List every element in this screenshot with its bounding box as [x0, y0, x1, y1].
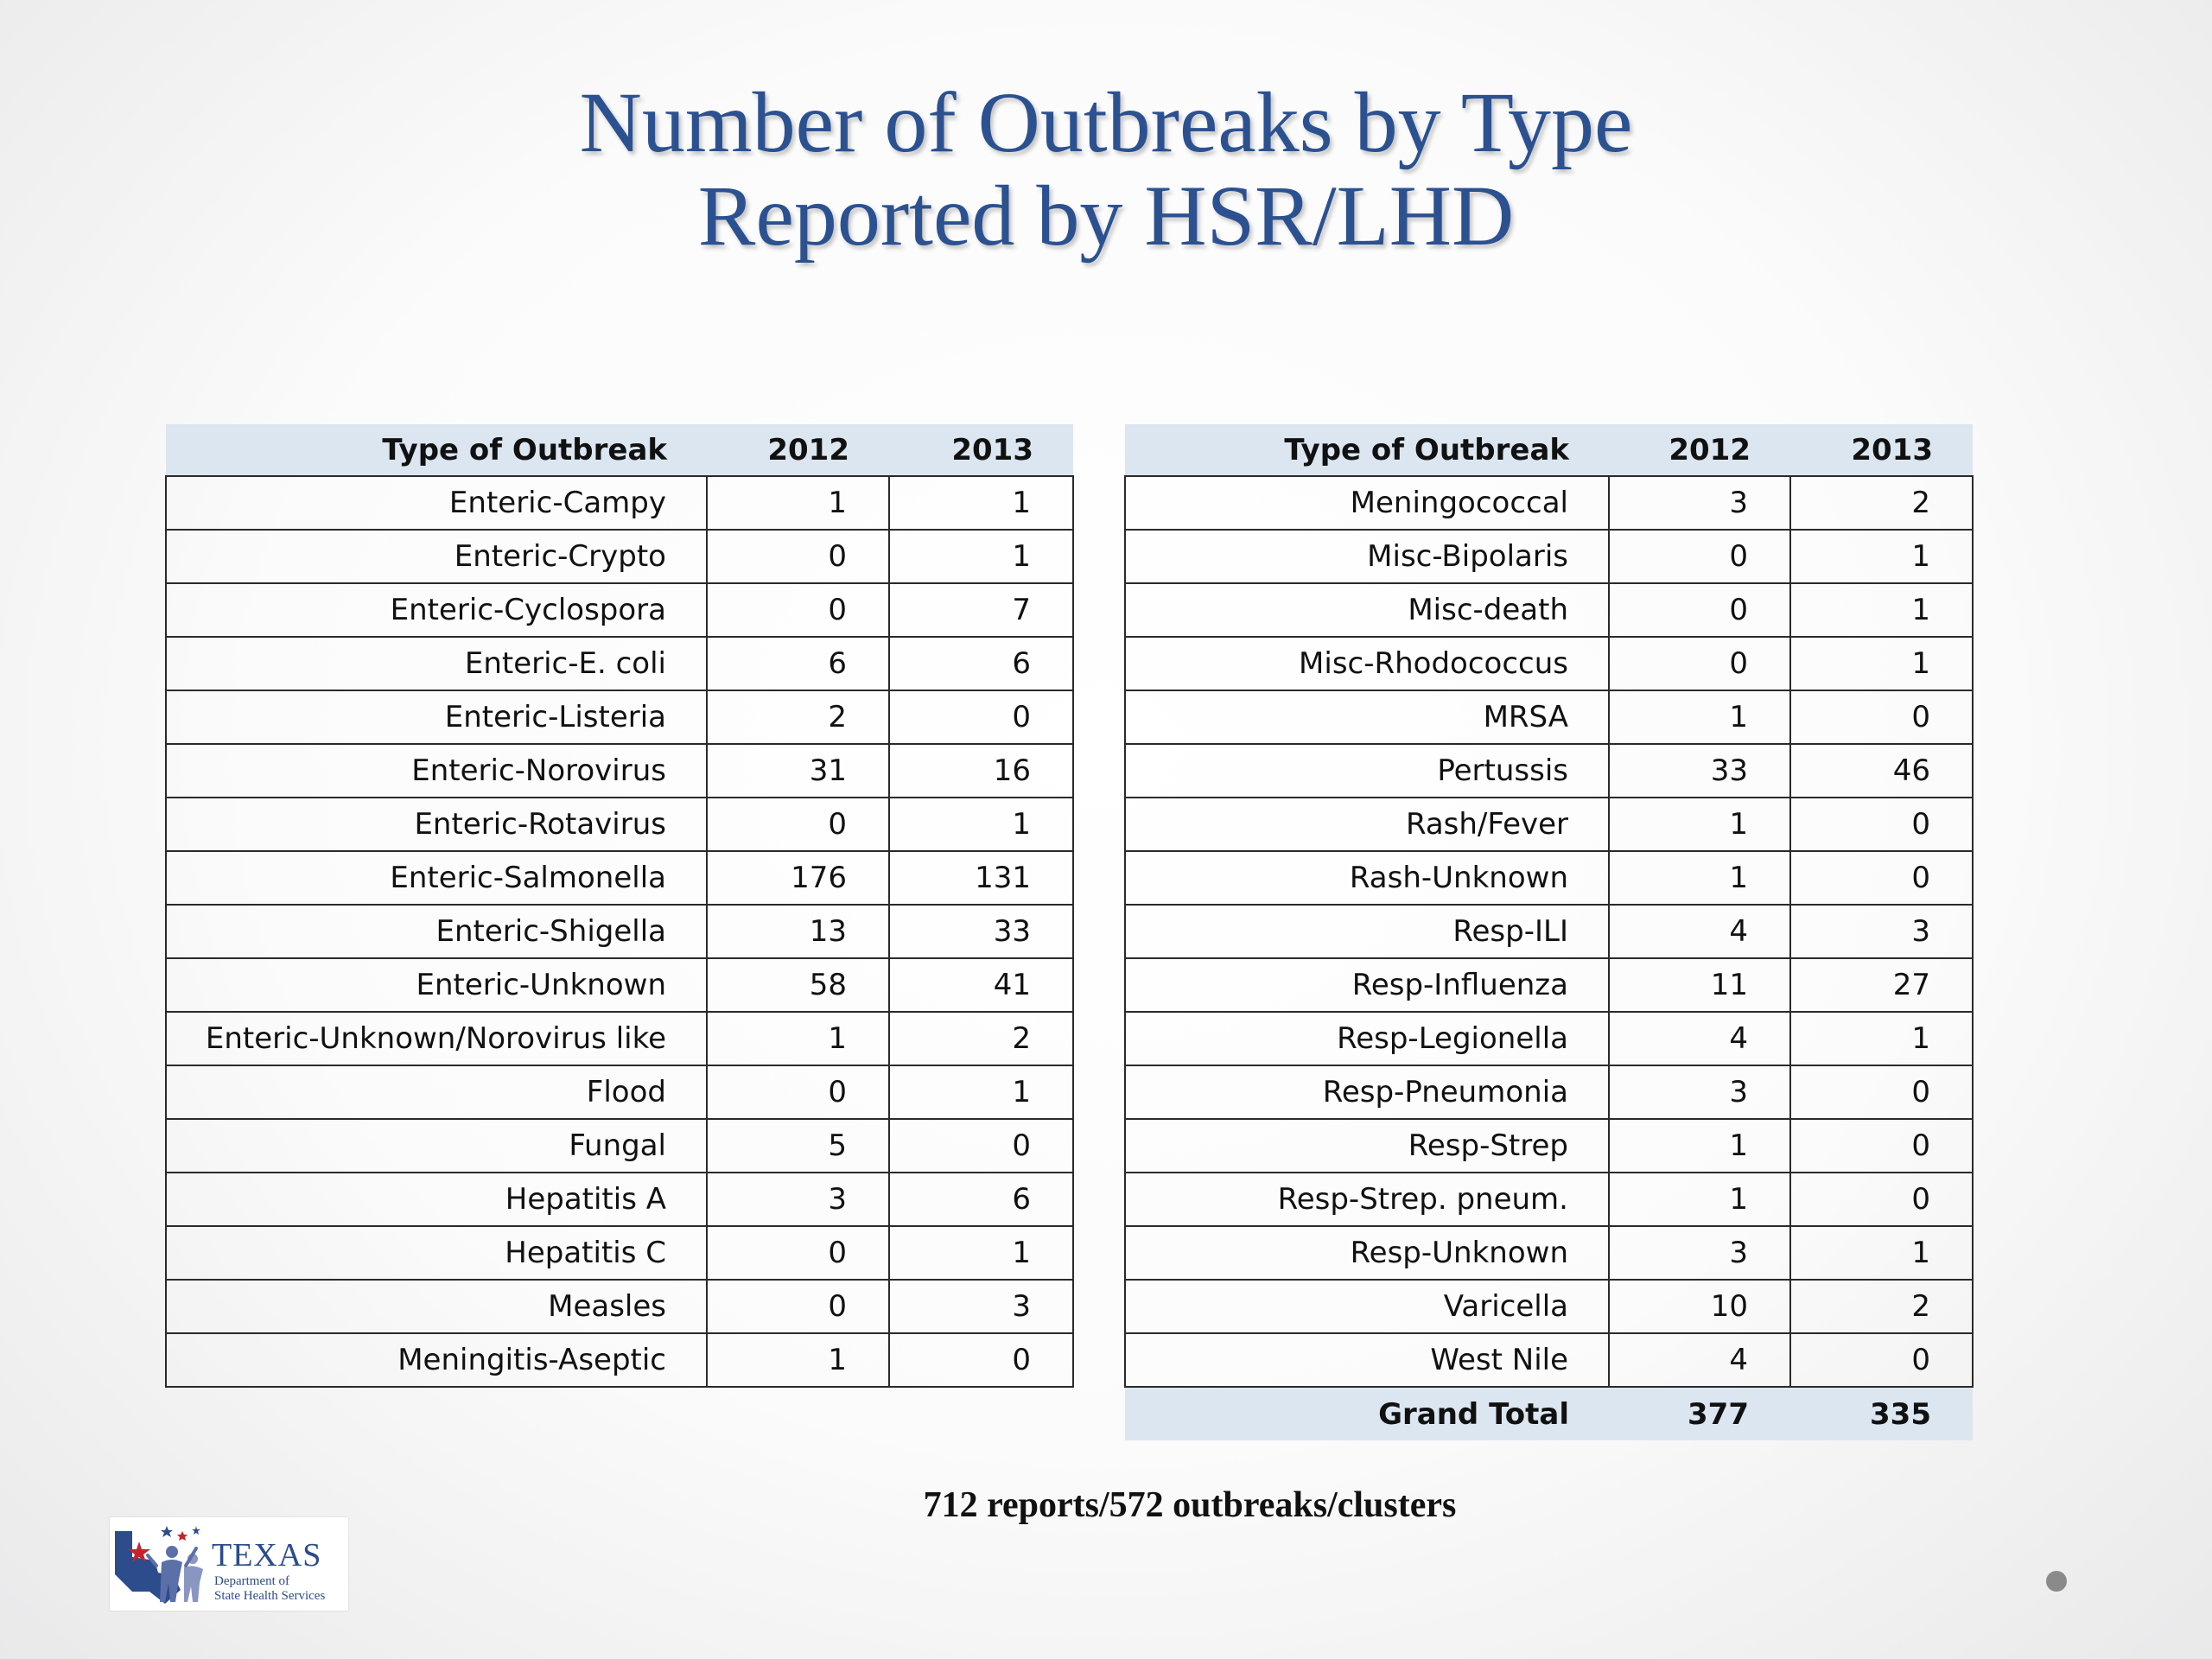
cell-2013: 0	[1790, 690, 1973, 744]
cell-2013: 0	[1790, 1119, 1973, 1173]
table-row	[1125, 1119, 1973, 1173]
cell-type: Enteric-E. coli	[166, 637, 707, 690]
cell-type: Resp-Unknown	[1125, 1226, 1609, 1280]
slide-nav-dot[interactable]	[2046, 1571, 2067, 1592]
cell-2013: 27	[1790, 958, 1973, 1012]
cell-2012: 2	[707, 690, 889, 744]
cell-2012: 1	[707, 476, 889, 530]
table-header-row	[1125, 424, 1973, 476]
cell-type: MRSA	[1125, 690, 1609, 744]
cell-type: Meningococcal	[1125, 476, 1609, 530]
cell-type: Enteric-Crypto	[166, 530, 707, 583]
cell-type: Hepatitis A	[166, 1173, 707, 1226]
cell-type: Enteric-Unknown	[166, 958, 707, 1012]
cell-2013: 3	[889, 1280, 1073, 1333]
table-row	[1125, 1012, 1973, 1065]
cell-2012: 58	[707, 958, 889, 1012]
cell-2013: 1	[889, 798, 1073, 851]
table-row	[1125, 905, 1973, 958]
table-row	[166, 1119, 1073, 1173]
cell-2013: 6	[889, 1173, 1073, 1226]
outbreak-table-right	[1124, 424, 1974, 1440]
cell-2013: 46	[1790, 744, 1973, 798]
cell-2012: 11	[1609, 958, 1790, 1012]
table-row	[166, 798, 1073, 851]
cell-2012: 31	[707, 744, 889, 798]
cell-2013: 1	[1790, 1012, 1973, 1065]
table-row	[166, 583, 1073, 637]
cell-2013: 1	[1790, 637, 1973, 690]
cell-type: Flood	[166, 1065, 707, 1119]
table-row	[1125, 1226, 1973, 1280]
logo-subtitle	[214, 1574, 344, 1604]
footnote-text: 712 reports/572 outbreaks/clusters	[923, 1485, 1457, 1525]
cell-2013: 131	[889, 851, 1073, 905]
logo-wordmark: TEXAS	[212, 1537, 322, 1573]
outbreak-table-left	[165, 424, 1074, 1388]
table-row	[1125, 690, 1973, 744]
cell-2012: 1	[1609, 1119, 1790, 1173]
slide-title	[0, 76, 2212, 263]
table-row	[166, 1173, 1073, 1226]
cell-2013: 0	[1790, 1333, 1973, 1387]
cell-2013: 41	[889, 958, 1073, 1012]
cell-type: Misc-death	[1125, 583, 1609, 637]
cell-2013: 33	[889, 905, 1073, 958]
header-type: Type of Outbreak	[166, 424, 707, 476]
cell-2013: 0	[889, 1333, 1073, 1387]
table-header-row	[166, 424, 1073, 476]
cell-2012: 0	[707, 530, 889, 583]
cell-2013: 0	[1790, 851, 1973, 905]
cell-2013: 1	[1790, 1226, 1973, 1280]
cell-2012: 6	[707, 637, 889, 690]
cell-2012: 0	[1609, 637, 1790, 690]
cell-2013: 0	[889, 1119, 1073, 1173]
cell-2012: 1	[1609, 1173, 1790, 1226]
cell-2012: 4	[1609, 1012, 1790, 1065]
cell-type: Resp-Legionella	[1125, 1012, 1609, 1065]
table-row	[1125, 476, 1973, 530]
cell-2012: 4	[1609, 1333, 1790, 1387]
header-2013: 2013	[1790, 424, 1973, 476]
table-row	[1125, 583, 1973, 637]
cell-2013: 1	[889, 1065, 1073, 1119]
table-row	[1125, 1333, 1973, 1387]
table-row	[1125, 958, 1973, 1012]
cell-2013: 16	[889, 744, 1073, 798]
cell-2012: 3	[1609, 1226, 1790, 1280]
cell-2013: 6	[889, 637, 1073, 690]
table-row	[1125, 637, 1973, 690]
table-row	[166, 1226, 1073, 1280]
cell-2012: 1	[707, 1012, 889, 1065]
cell-type: Enteric-Cyclospora	[166, 583, 707, 637]
table-row	[166, 530, 1073, 583]
table-body-left	[166, 476, 1073, 1387]
cell-2012: 0	[707, 1280, 889, 1333]
slide-title-line-2: Reported by HSR/LHD	[697, 168, 1515, 264]
cell-2012: 3	[1609, 476, 1790, 530]
total-label: Grand Total	[1125, 1387, 1609, 1440]
cell-2012: 176	[707, 851, 889, 905]
cell-type: Resp-Pneumonia	[1125, 1065, 1609, 1119]
table-row	[1125, 1173, 1973, 1226]
cell-2012: 0	[707, 1226, 889, 1280]
grand-total-row	[1125, 1387, 1973, 1440]
cell-type: Resp-Influenza	[1125, 958, 1609, 1012]
table-row	[166, 958, 1073, 1012]
cell-type: Enteric-Listeria	[166, 690, 707, 744]
table-row	[166, 637, 1073, 690]
cell-type: Enteric-Rotavirus	[166, 798, 707, 851]
table-row	[1125, 530, 1973, 583]
cell-2012: 10	[1609, 1280, 1790, 1333]
table-row	[166, 1333, 1073, 1387]
cell-2013: 0	[889, 690, 1073, 744]
cell-2012: 0	[707, 583, 889, 637]
cell-2012: 1	[1609, 690, 1790, 744]
cell-2012: 13	[707, 905, 889, 958]
texas-dshs-logo	[110, 1517, 348, 1611]
cell-type: Enteric-Shigella	[166, 905, 707, 958]
cell-type: Resp-Strep. pneum.	[1125, 1173, 1609, 1226]
cell-2012: 3	[707, 1173, 889, 1226]
cell-2013: 1	[1790, 530, 1973, 583]
header-2012: 2012	[707, 424, 889, 476]
cell-type: Misc-Rhodococcus	[1125, 637, 1609, 690]
table-body-right	[1125, 476, 1973, 1440]
table-row	[166, 1065, 1073, 1119]
cell-2013: 2	[1790, 476, 1973, 530]
table-row	[1125, 851, 1973, 905]
cell-2013: 1	[1790, 583, 1973, 637]
logo-subtitle-line-2: State Health Services	[214, 1589, 326, 1603]
table-row	[166, 1012, 1073, 1065]
table-row	[1125, 744, 1973, 798]
cell-2013: 3	[1790, 905, 1973, 958]
cell-2012: 1	[1609, 851, 1790, 905]
logo-subtitle-line-1: Department of	[214, 1574, 290, 1588]
cell-type: Resp-Strep	[1125, 1119, 1609, 1173]
cell-2013: 1	[889, 476, 1073, 530]
cell-type: Enteric-Salmonella	[166, 851, 707, 905]
cell-type: Rash/Fever	[1125, 798, 1609, 851]
total-2012: 377	[1609, 1387, 1790, 1440]
table-row	[166, 905, 1073, 958]
cell-2012: 3	[1609, 1065, 1790, 1119]
cell-2013: 7	[889, 583, 1073, 637]
cell-type: Enteric-Unknown/Norovirus like	[166, 1012, 707, 1065]
cell-type: Enteric-Campy	[166, 476, 707, 530]
table-row	[166, 744, 1073, 798]
cell-type: Measles	[166, 1280, 707, 1333]
cell-type: Rash-Unknown	[1125, 851, 1609, 905]
cell-2012: 33	[1609, 744, 1790, 798]
cell-2013: 2	[1790, 1280, 1973, 1333]
cell-type: Varicella	[1125, 1280, 1609, 1333]
cell-2013: 1	[889, 530, 1073, 583]
table-row	[1125, 1065, 1973, 1119]
table-row	[166, 1280, 1073, 1333]
cell-2012: 0	[707, 1065, 889, 1119]
cell-2013: 0	[1790, 1065, 1973, 1119]
table-row	[166, 851, 1073, 905]
cell-type: Misc-Bipolaris	[1125, 530, 1609, 583]
cell-2012: 1	[707, 1333, 889, 1387]
header-type: Type of Outbreak	[1125, 424, 1609, 476]
cell-2013: 0	[1790, 1173, 1973, 1226]
cell-2013: 0	[1790, 798, 1973, 851]
cell-type: West Nile	[1125, 1333, 1609, 1387]
cell-2012: 0	[1609, 530, 1790, 583]
cell-2012: 1	[1609, 798, 1790, 851]
total-2013: 335	[1790, 1387, 1973, 1440]
cell-type: Pertussis	[1125, 744, 1609, 798]
table-row	[166, 476, 1073, 530]
cell-2012: 0	[1609, 583, 1790, 637]
header-2012: 2012	[1609, 424, 1790, 476]
cell-type: Meningitis-Aseptic	[166, 1333, 707, 1387]
cell-type: Fungal	[166, 1119, 707, 1173]
cell-2013: 1	[889, 1226, 1073, 1280]
cell-2012: 0	[707, 798, 889, 851]
texas-dshs-logo-icon	[113, 1522, 210, 1605]
header-2013: 2013	[889, 424, 1073, 476]
slide-title-line-1: Number of Outbreaks by Type	[579, 74, 1633, 170]
table-row	[166, 690, 1073, 744]
cell-type: Hepatitis C	[166, 1226, 707, 1280]
cell-2012: 5	[707, 1119, 889, 1173]
cell-2012: 4	[1609, 905, 1790, 958]
table-row	[1125, 1280, 1973, 1333]
cell-type: Enteric-Norovirus	[166, 744, 707, 798]
cell-2013: 2	[889, 1012, 1073, 1065]
cell-type: Resp-ILI	[1125, 905, 1609, 958]
table-row	[1125, 798, 1973, 851]
